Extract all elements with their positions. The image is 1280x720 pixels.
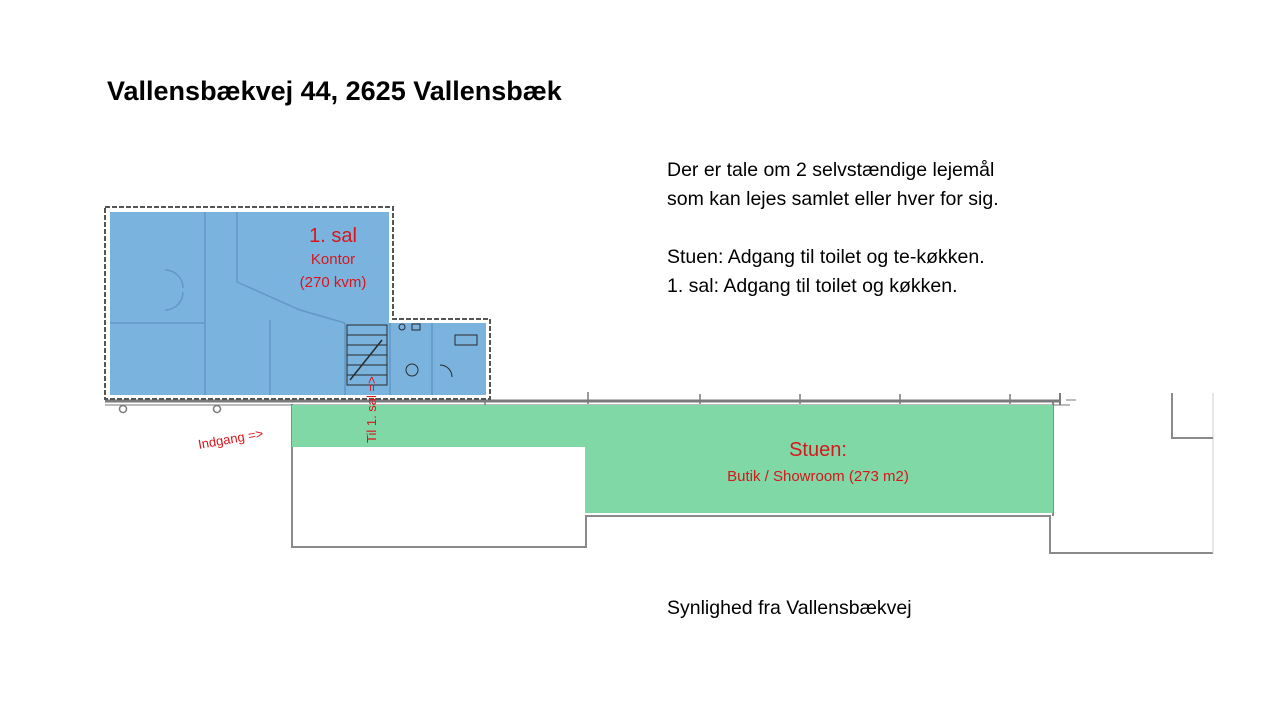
description-line: Der er tale om 2 selvstændige lejemål [667, 159, 995, 181]
first-floor-area-label: (270 kvm) [299, 274, 367, 291]
stairs-label: Til 1. sal => [364, 376, 379, 443]
visibility-note: Synlighed fra Vallensbækvej [667, 597, 912, 619]
first-floor-area [105, 207, 490, 399]
ground-floor-use: Butik / Showroom (273 m2) [727, 468, 909, 485]
description-line: 1. sal: Adgang til toilet og køkken. [667, 275, 958, 297]
ground-floor-area [292, 405, 1053, 513]
description-line: Stuen: Adgang til toilet og te-køkken. [667, 246, 985, 268]
ground-floor-heading: Stuen: [789, 439, 847, 461]
first-floor-heading: 1. sal [309, 225, 357, 247]
page-title: Vallensbækvej 44, 2625 Vallensbæk [107, 76, 562, 106]
first-floor-use: Kontor [310, 251, 356, 268]
entrance-label: Indgang => [196, 425, 265, 452]
description-line: som kan lejes samlet eller hver for sig. [667, 188, 999, 210]
